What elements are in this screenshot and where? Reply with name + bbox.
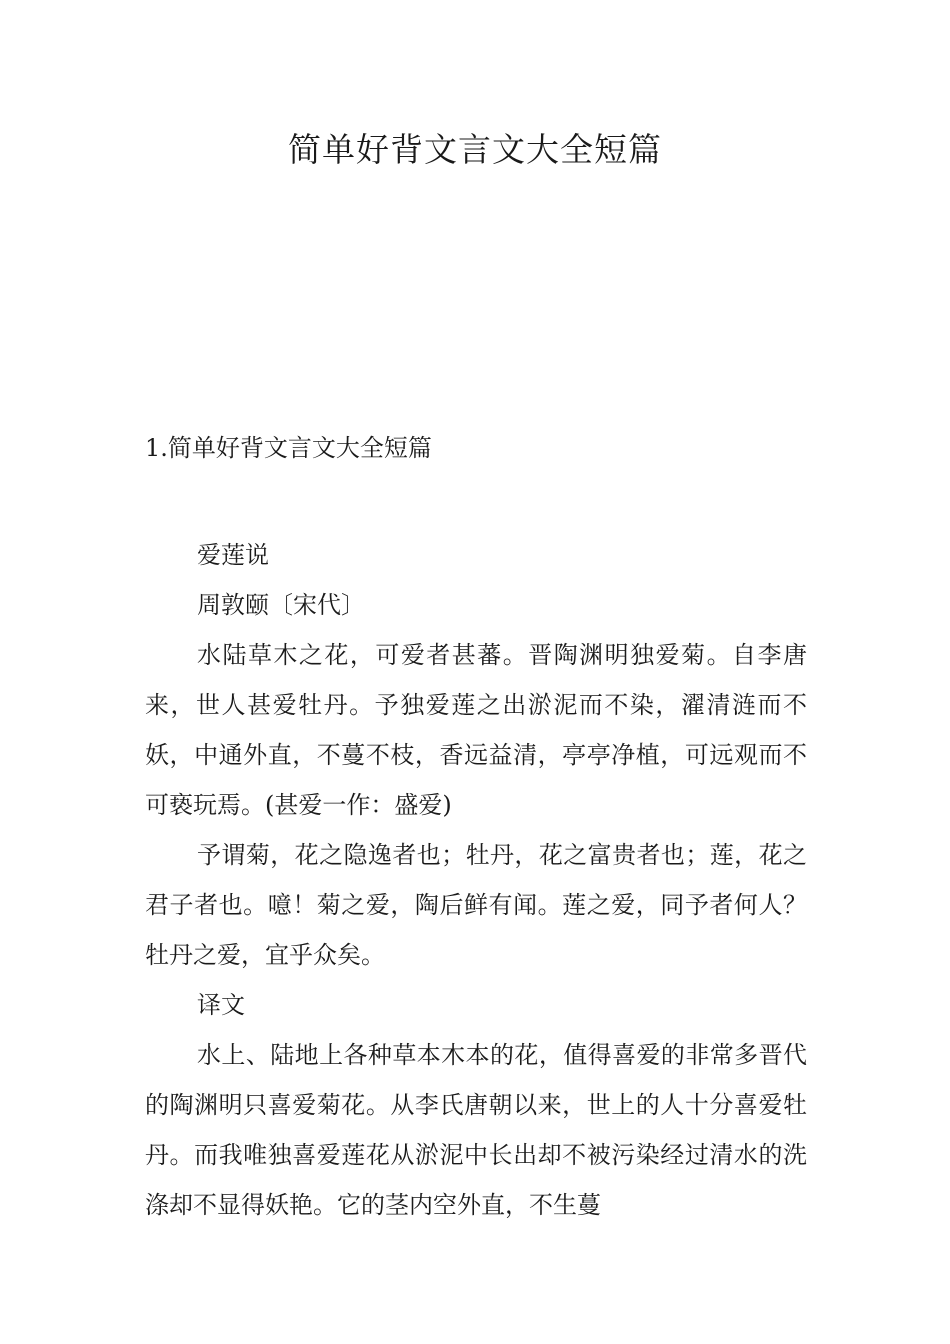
- document-title: 简单好背文言文大全短篇: [288, 130, 662, 169]
- section-heading: 1.简单好背文言文大全短篇: [145, 434, 432, 462]
- document-body: [145, 530, 807, 1230]
- poem-title: 爱莲说: [197, 541, 269, 569]
- translation-paragraph: 水上、陆地上各种草本木本的花，值得喜爱的非常多晋代的陶渊明只喜爱菊花。从李氏唐朝以来，世上的人十分喜爱牡丹。而我唯独喜爱莲花从淤泥中长出却不被污染经过清水的洗涤却不显得妖艳。它的茎内空外直，不生蔓: [145, 1041, 807, 1219]
- body-paragraph: 水陆草木之花，可爱者甚蕃。晋陶渊明独爱菊。自李唐来，世人甚爱牡丹。予独爱莲之出淤泥而不染，濯清涟而不妖，中通外直，不蔓不枝，香远益清，亭亭净植，可远观而不可亵玩焉。(甚爱一作：盛爱): [145, 641, 807, 819]
- translation-heading: 译文: [197, 991, 245, 1019]
- poem-author: 周敦颐〔宋代〕: [197, 591, 365, 619]
- body-paragraph: 予谓菊，花之隐逸者也；牡丹，花之富贵者也；莲，花之君子者也。噫！菊之爱，陶后鲜有闻。莲之爱，同予者何人？牡丹之爱，宜乎众矣。: [145, 841, 807, 969]
